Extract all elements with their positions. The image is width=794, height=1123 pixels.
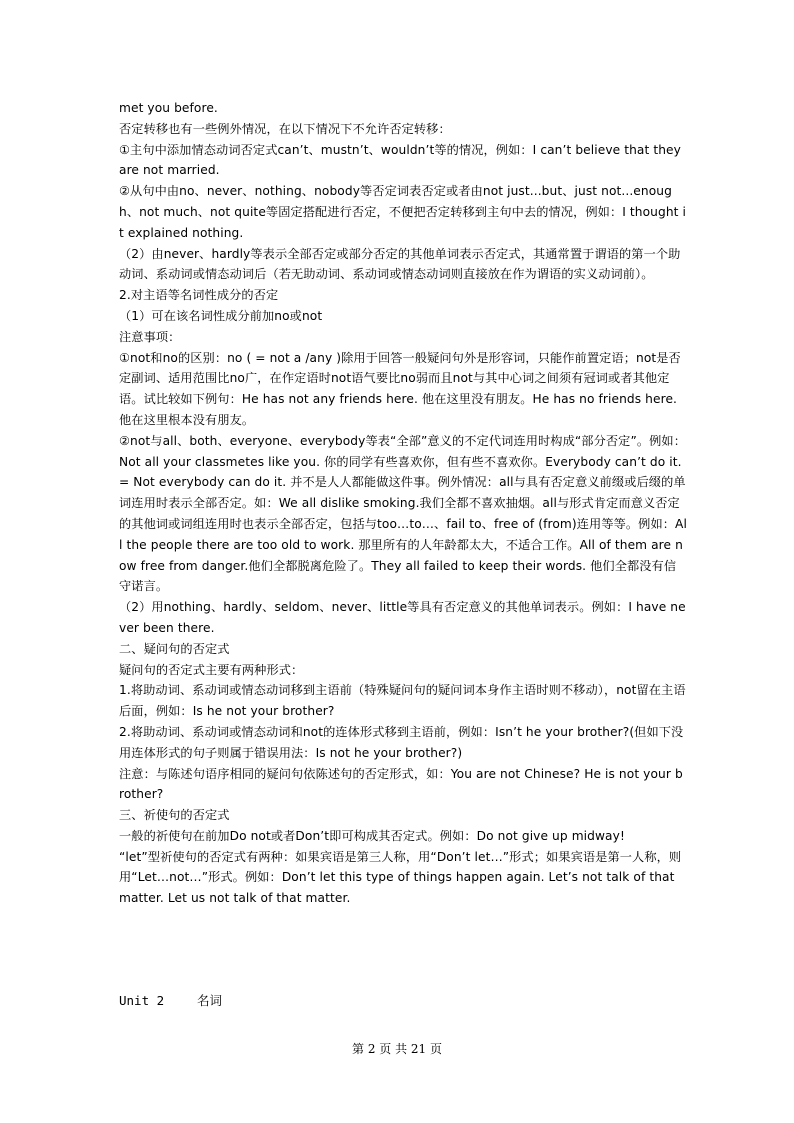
body-text	[119, 98, 687, 909]
section-heading: 二、疑问句的否定式	[119, 641, 230, 656]
text-line: 疑问句的否定式主要有两种形式：	[119, 662, 304, 677]
text-line: 否定转移也有一些例外情况，在以下情况下不允许否定转移：	[119, 121, 451, 136]
text-line: ②not与all、both、everyone、everybody等表“全部”意义的不定代词连用时构成“部分否定”。例如：Not all your classmetes like you. 你的同学有些喜欢你，但有些不喜欢你。Everybody can’t do it. = Not everybody can do it. 并不是人人都能做这件事。例外情况：all与具有否定意义前缀或后缀的单词连用时表示全部否定。如：We all dislike smoking.我们全都不喜欢抽烟。all与形式肯定而意义否定的其他词或词组连用时也表示全部否定，包括与too…to…、fail to、free of (from)连用等等。例如：All the people there are too old to work. 那里所有的人年龄都太大，不适合工作。All of them are now free from danger.他们全都脱离危险了。They all failed to keep their words. 他们全都没有信守诺言。	[119, 433, 687, 594]
text-line: met you before.	[119, 101, 218, 115]
text-line: （2）用nothing、hardly、seldom、never、little等具有否定意义的其他单词表示。例如：I have never been there.	[119, 600, 686, 635]
unit-number: Unit 2	[119, 993, 165, 1008]
text-line: 注意：与陈述句语序相同的疑问句依陈述句的否定形式，如：You are not Chinese? He is not your brother?	[119, 766, 683, 802]
unit-heading	[119, 991, 222, 1011]
text-line: 注意事项：	[119, 329, 181, 344]
text-line: 1.将助动词、系动词或情态动词移到主语前（特殊疑问句的疑问词本身作主语时则不移动），not留在主语后面，例如：Is he not your brother?	[119, 683, 686, 719]
text-line: ②从句中由no、never、nothing、nobody等否定词表否定或者由not just...but、just not...enough、not much、not quite等固定搭配进行否定，不便把否定转移到主句中去的情况，例如：I thought it explained nothing.	[119, 184, 686, 240]
text-line: ①主句中添加情态动词否定式can’t、mustn’t、wouldn’t等的情况，例如：I can’t believe that they are not married.	[119, 142, 681, 178]
text-line: （2）由never、hardly等表示全部否定或部分否定的其他单词表示否定式，其通常置于谓语的第一个助动词、系动词或情态动词后（若无助动词、系动词或情态动词则直接放在作为谓语的实义动词前）。	[119, 246, 681, 282]
text-line: （1）可在该名词性成分前加no或not	[119, 308, 323, 323]
text-line: ①not和no的区别：no ( = not a /any )除用于回答一般疑问句外是形容词，只能作前置定语；not是否定副词、适用范围比no广，在作定语时not语气要比no弱而且not与其中心词之间须有冠词或者其他定语。试比较如下例句：He has not any friends here. 他在这里没有朋友。He has no friends here. 他在这里根本没有朋友。	[119, 350, 681, 427]
unit-title: 名词	[197, 993, 223, 1008]
section-heading: 三、祈使句的否定式	[119, 808, 230, 823]
text-line: “let”型祈使句的否定式有两种：如果宾语是第三人称，用“Don’t let…”形式；如果宾语是第一人称，则用“Let…not…”形式。例如：Don’t let this type of things happen again. Let’s not talk of that matter. Let us not talk of that matter.	[119, 849, 682, 906]
text-line: 2.将助动词、系动词或情态动词和not的连体形式移到主语前，例如：Isn’t he your brother?(但如下没用连体形式的句子则属于错误用法：Is not he your brother?)	[119, 724, 684, 760]
section-heading: 2.对主语等名词性成分的否定	[119, 288, 279, 303]
text-line: 一般的祈使句在前加Do not或者Don’t即可构成其否定式。例如：Do not give up midway!	[119, 828, 625, 843]
page-footer: 第 2 页 共 21 页	[352, 1042, 442, 1056]
